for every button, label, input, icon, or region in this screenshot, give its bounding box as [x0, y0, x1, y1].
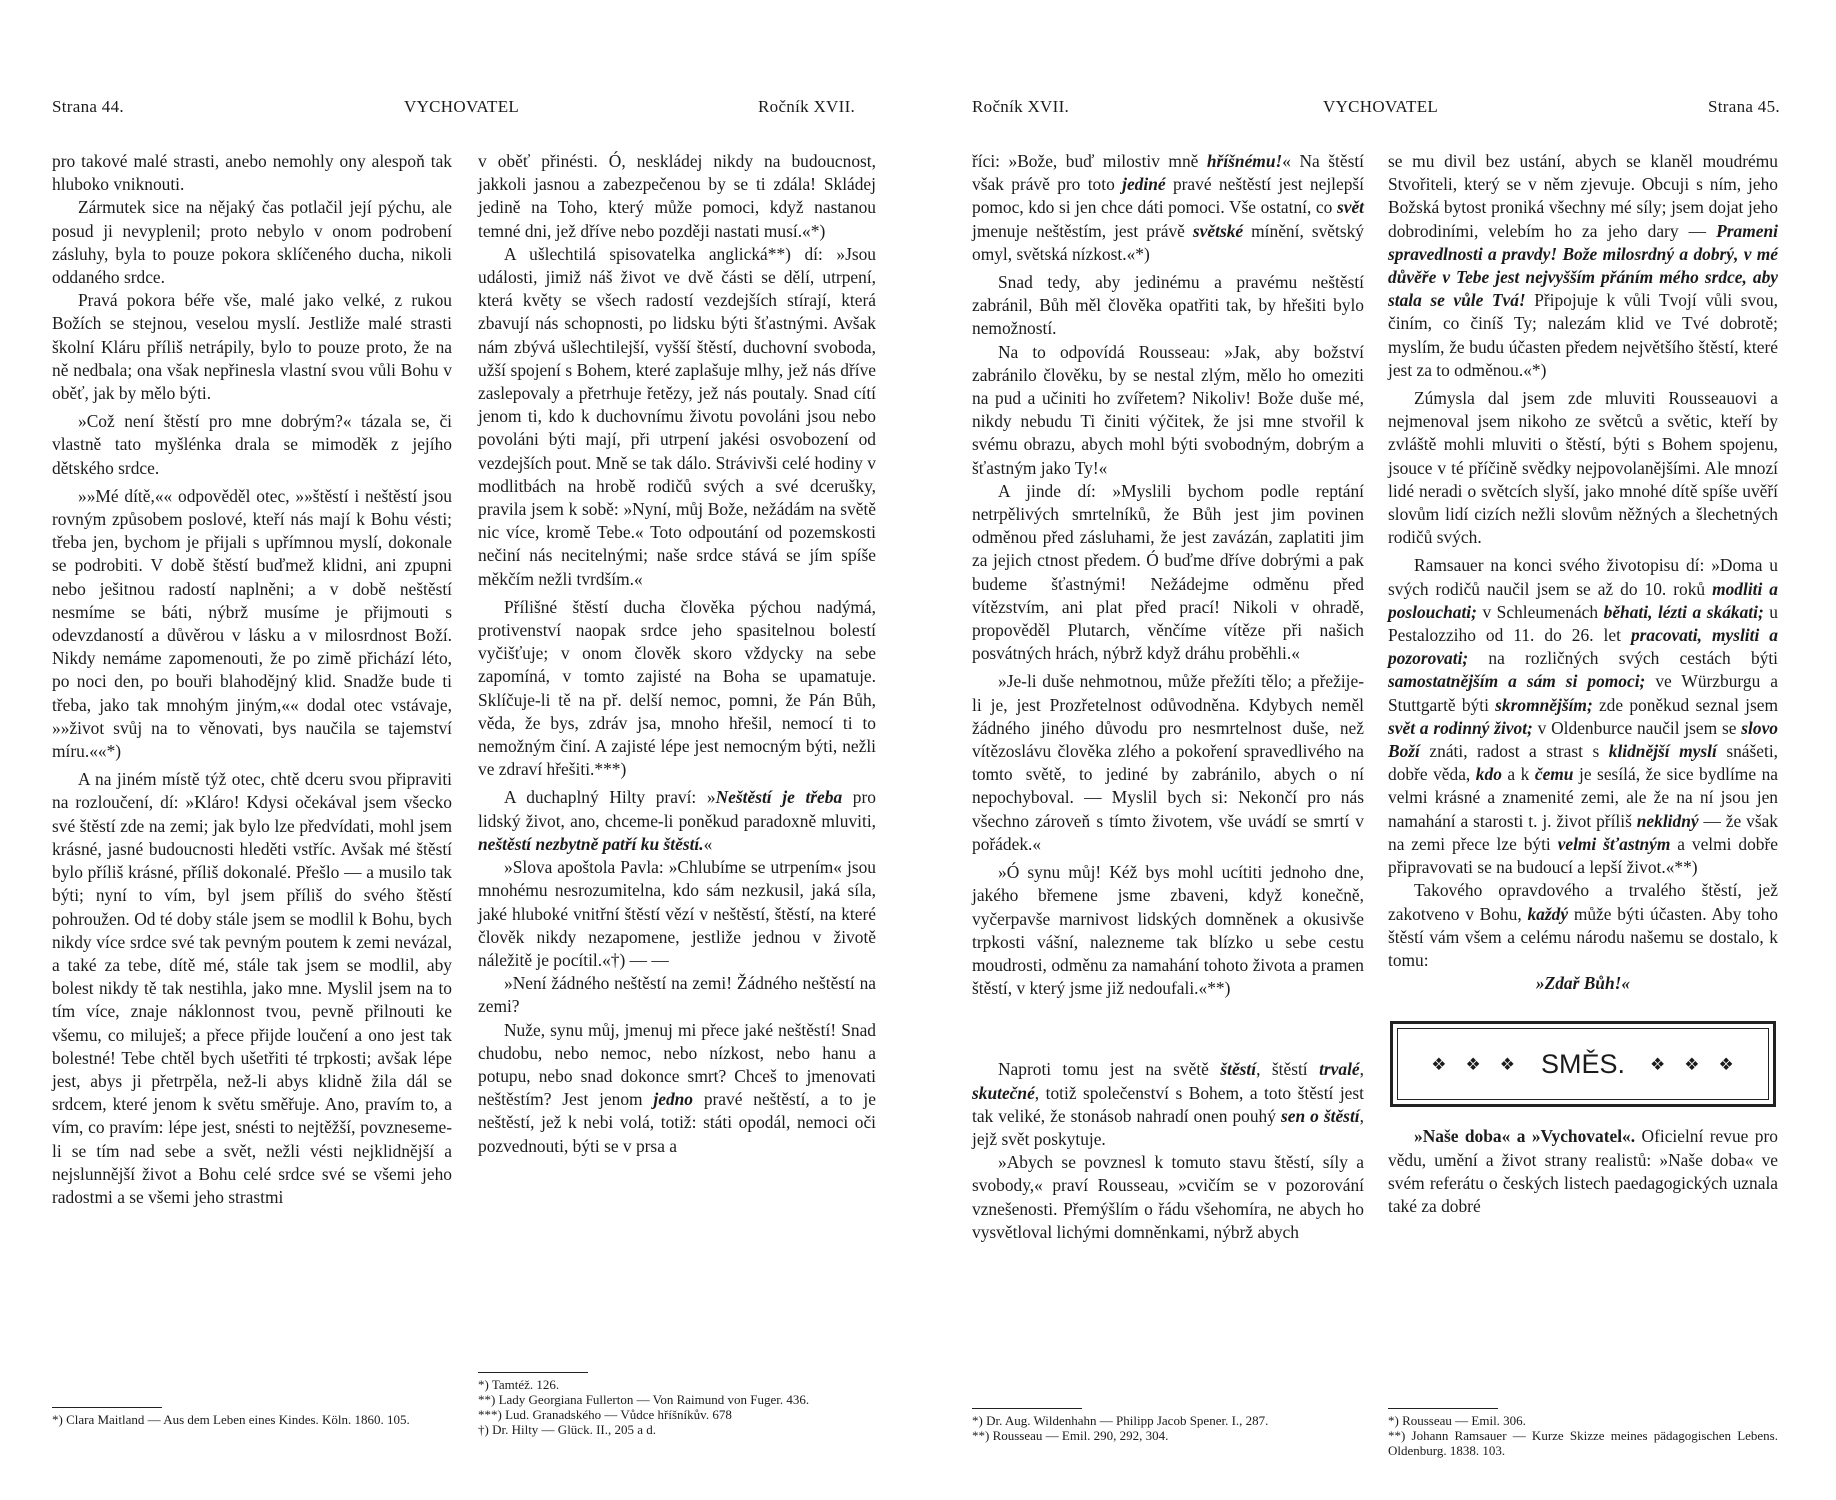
text-run: u Pestalozziho od 11. do 26. let [1388, 601, 1778, 646]
emphasis: svět a rodinný život; [1388, 717, 1533, 738]
paragraph-first [1388, 150, 1778, 382]
ornament-icon: ❖ [1431, 1054, 1448, 1074]
text-run: pravé neštěstí, a to je neštěstí, jež k nebi volá, totiž: státi opodál, nemoci oči pozvednouti, býti se v prsa a [478, 1089, 876, 1156]
paragraph: »Je-li duše nehmotnou, může přežíti tělo; a přežije-li je, jest Prozřetelnost odůvodněna. Kdybych neměl žádného jiného důvodu pro nesmrtelnost duše, než vítězoslávu člověka zlého a pokoření spravedlivého na tomto světě, to jediné by zabránilo, abych o ní nepochyboval. — Myslil bych si: Nekončí pro nás všechno zároveň s tímto životem, vše uvádí se smrtí v pořádek.« [972, 671, 1364, 854]
news-lead: »Naše doba« a »Vychovatel«. [1414, 1126, 1636, 1147]
emphasis: Neštěstí je třeba [715, 787, 843, 808]
text-run: , totiž společenství s Bohem, a toto štěstí jest tak veliké, že stonásob nahradí onen pouhý [972, 1082, 1364, 1126]
emphasis: světské [1192, 220, 1244, 241]
closing-greeting [1388, 972, 1778, 995]
text-run: Naproti tomu jest na světě [998, 1059, 1221, 1080]
paragraph: Na to odpovídá Rousseau: »Jak, aby božství zabránilo člověku, by se nestal zlým, mělo ho omeziti na pud a učiniti ho zvířetem? Nikoliv! Bože duše mé, nikdy nebudu Ti činiti výčitek, že jsi mne stvořil k svému obrazu, abych mohl býti svobodným, dobrým a šťastným jako Ty!« [972, 341, 1364, 478]
text-run: — že však na zemi přece lze býti [1388, 810, 1779, 854]
emphasis: slovo Boží [1388, 717, 1778, 762]
footnote-rule [1388, 1408, 1498, 1409]
emphasis: každý [1527, 903, 1569, 924]
paragraph-takoveho [1388, 879, 1778, 972]
emphasis: čemu [1534, 764, 1574, 785]
text-run: říci: »Bože, buď milostiv mně [972, 151, 1207, 171]
emphasis: jediné [1122, 174, 1166, 195]
text-run: znáti, radost a strast s [1419, 741, 1609, 762]
paragraph: »»Mé dítě,«« odpověděl otec, »»štěstí i neštěstí jsou rovným způsobem poslové, kteří nás mají k Bohu vésti; třeba jen, bychom je přijali s upřímnou myslí, dokonale se podrobiti. V době štěstí buďmež klidni, ani zpupni nebo ješitnou radostí naplněni; a v době neštěstí nesmíme se báti, nýbrž musíme je přijmouti s odevzdaností a důvěrou v lásku a v milosrdnost Boží. Nikdy nemáme zapomenouti, že po zimě přichází léto, po noci den, po bouři blahodějný klid. Snadže bude ti třeba, jako tak mnohým jiným,«« dodal otec vstávaje, »»život svůj na to věnovati, bys naučila se tajemství míru.««*) [52, 485, 452, 762]
text-run: na rozličných svých cestách býti [1468, 648, 1778, 669]
text-run: Oficielní revue pro vědu, umění a život strany realistů: »Naše doba« ve svém referátu o českých listech paedagogických uznala také za dobré [1388, 1126, 1778, 1216]
footnote-rule [972, 1408, 1082, 1409]
footnote-rule [478, 1372, 588, 1373]
emphasis: štěstí [1220, 1059, 1257, 1080]
text-run: je sesílá, že sice bydlíme na velmi krásné a znamenité zemi, ale že na ní jsou jen namahání a starosti t. j. život příliš [1388, 764, 1778, 831]
emphasis: trvalé [1319, 1059, 1360, 1080]
text-run: Připojuje k vůli Tvojí vůli svou, činím, co činíš Ty; nalezám klid ve Tvé dobrotě; myslím, že budu účasten předem největšího štěstí, které jest za to odměnou.«*) [1388, 290, 1778, 380]
emphasis: sen o štěstí [1280, 1105, 1360, 1126]
text-run: jmenuje neštěstím, jest právě [972, 220, 1193, 241]
page-number-left: Strana 44. [52, 97, 124, 116]
paragraph: pro takové malé strasti, anebo nemohly ony alespoň tak hluboko vniknouti. [52, 151, 452, 195]
ornament-icon: ❖ [1718, 1054, 1735, 1074]
emphasis: neštěstí nezbytně patří ku štěstí. [478, 833, 704, 854]
footnote: †) Dr. Hilty — Glück. II., 205 a d. [478, 1422, 657, 1437]
paragraph: »Slova apoštola Pavla: »Chlubíme se utrpením« jsou mnohému nesrozumitelna, kdo sám nezkusil, jaká síla, jaké hluboké vnitřní štěstí vězí v neštěstí, štěstí, na které člověk nikdy nezapomene, jestliže jednou v životě náležitě je pocítil.«†) — — [478, 857, 876, 970]
paragraph: »Není žádného neštěstí na zemi! Žádného neštěstí na zemi? [478, 973, 876, 1017]
text-run: může býti účasten. Aby toho štěstí vám všem a celému národu našemu se dostalo, k tomu: [1388, 903, 1778, 970]
emphasis: velmi šťastným [1557, 833, 1671, 854]
emphasis: modliti a poslouchati; [1388, 578, 1778, 622]
text-run: Nuže, synu můj, jmenuj mi přece jaké neštěstí! Snad chudobu, nebo nemoc, nebo nízkost, nebo hanu a potupu, nebo snad dokonce smrt? Chceš to jmenovati neštěstím? Jest jenom [478, 1019, 876, 1110]
paragraph: »Ó synu můj! Kéž bys mohl ucítiti jednoho dne, jakého břemene jsme zbaveni, když konečně, vyčerpavše marnivost lidských domněnek a okusivše trpkosti vášní, nalezneme tak blízko u sebe cestu moudrosti, odměnu za namahání tohoto života a pramen štěstí, v který jsme již nedoufali.«**) [972, 862, 1364, 999]
footnote: *) Rousseau — Emil. 306. [1388, 1413, 1526, 1428]
footnotes-column-4 [1388, 1408, 1778, 1458]
text-run: se mu divil bez ustání, abych se klaněl moudrému Stvořiteli, který se v něm zjevuje. Obcuji s ním, jeho Božská bytost proniká všechny mé síly; jsem dojat jeho dobrodiními, velebím ho za jeho dary — [1388, 151, 1778, 241]
text-run: a velmi dobře připravovati se na budoucí a lepší život.«**) [1388, 833, 1778, 878]
paragraph-hilty [478, 786, 876, 856]
text-run: v Schleumenách [1476, 601, 1604, 622]
ornament-icon: ❖ [1650, 1054, 1667, 1074]
footnote: *) Dr. Aug. Wildenhahn — Philipp Jacob Spener. I., 287. [972, 1413, 1269, 1428]
paragraph: Zármutek sice na nějaký čas potlačil její pýchu, ale posud ji nevyplenil; proto nebylo v onom podrobení zásluhy, byla to pouze pokora sklíčeného ducha, nikoli oddaného srdce. [52, 197, 452, 288]
paragraph: A ušlechtilá spisovatelka anglická**) dí: »Jsou události, jimiž náš život ve dvě části se dělí, utrpení, která květy se všech radostí vezdejších stírají, která zbavují nás schopnosti, po lidsku býti šťastnými. Avšak nám zbývá ušlechtilejší, vyšší štěstí, duchovní svoboda, užší spojení s Bohem, které zaplašuje mlhy, jež nás dříve zaslepovaly a přetrhuje řetězy, jež nás poutaly. Snad cítí jenom ti, kdo k duchovnímu životu povoláni jsou nebo povoláni býti mají, při utrpení jakési osvobození od vezdejších pout. Mně se tak dálo. Strávivši celé hodiny v modlitbách na hrobě rodičů svých a své dcerušky, pravila jsem k sobě: »Nyní, můj Bože, nežádám na světě nic více, kromě Tebe.« Toto odpoutání od pozemskosti nečiní nás necitelnými; naše srdce stává se jím spíše měkčím nežli tvrdším.« [478, 243, 876, 589]
text-run: Ramsauer na konci svého životopisu dí: »Doma u svých rodičů naučil jsem se až do 10. roků [1388, 555, 1778, 599]
text-run: , [1359, 1059, 1364, 1080]
emphasis: klidnější myslí [1608, 741, 1717, 762]
ornament-icon: ❖ [1499, 1054, 1516, 1074]
text-run: « Na štěstí však právě pro toto [972, 151, 1365, 195]
left-column-1 [52, 150, 452, 1209]
emphasis: hříšnému! [1206, 151, 1283, 171]
emphasis: neklidný [1636, 810, 1699, 831]
running-title-left: VYCHOVATEL [404, 97, 520, 116]
right-column-1 [972, 150, 1364, 1244]
volume-right: Ročník XVII. [972, 97, 1070, 116]
ornament-icon: ❖ [1465, 1054, 1482, 1074]
paragraph: »Což není štěstí pro mne dobrým?« tázala se, či vlastně tato myšlénka drala se mimoděk z jejího dětského srdce. [52, 411, 452, 478]
paragraph-first [972, 150, 1364, 266]
running-title-right: VYCHOVATEL [1323, 97, 1439, 116]
text-run: zde poněkud seznal jsem [1592, 694, 1778, 715]
text-run: , štěstí [1256, 1059, 1320, 1080]
footnote: ***) Lud. Granadského — Vůdce hříšníkův. 678 [478, 1407, 732, 1422]
emphasis: běhati, lézti a skákati; [1603, 601, 1764, 622]
footnote: **) Lady Georgiana Fullerton — Von Raimund von Fuger. 436. [478, 1392, 810, 1407]
text-run: pravé neštěstí jest nejlepší pomoc, kdo si jen chce dáti pomoci. Vše ostatní, co [972, 174, 1365, 218]
paragraph-ramsauer [1388, 554, 1778, 879]
emphasis: skromnějším; [1495, 694, 1593, 715]
paragraph-naproti [972, 1058, 1364, 1151]
emphasis: pracovati, mysliti a pozorovati; [1388, 625, 1778, 669]
text-run: Takového opravdového a trvalého štěstí, jež zakotveno v Bohu, [1388, 880, 1778, 924]
footnote: **) Rousseau — Emil. 290, 292, 304. [972, 1428, 1169, 1443]
text-run: v Oldenburce naučil jsem se [1532, 717, 1742, 738]
left-column-2 [478, 150, 876, 1158]
footnote: *) Tamtéž. 126. [478, 1377, 560, 1392]
emphasis: »Zdař Bůh!« [1535, 973, 1631, 994]
text-run: pro lidský život, ano, chceme-li poněkud paradoxně mluviti, [478, 787, 876, 831]
text-run: a k [1501, 764, 1535, 785]
smes-section-heading [1390, 1021, 1776, 1107]
paragraph: Pravá pokora béře vše, malé jako velké, z rukou Božích se stejnou, veselou myslí. Jestliže malé strasti školní Kláru příliš netrápily, bylo to pouze proto, že na ně nedbala; ona však nepřinesla vlastní svou vůli Bohu v oběť, jak by mělo býti. [52, 290, 452, 404]
paragraph: v oběť přinésti. Ó, neskládej nikdy na budoucnost, jakkoli jasnou a zabezpečenou by se ti zdála! Skládej jedině na Toho, který může pomoci, když nastanou temné dni, jež dříve nebo později nastati musí.«*) [478, 151, 876, 241]
paragraph: A na jiném místě týž otec, chtě dceru svou připraviti na rozloučení, dí: »Kláro! Kdysi očekával jsem všecko své štěstí zde na zemi; jak bylo lze předvídati, mohl jsem krásné, jasné budoucnosti hleděti vstříc. Avšak mé štěstí bylo příliš krásné, příliš dokonalé. Přešlo — a musilo tak býti; nyní to vím, byl jsem příliš do svého štěstí pohroužen. Od té doby stále jsem se modlil k Bohu, bych nikdy více srdce své tak pevným poutem k zemi nevázal, a také za tebe, dítě mé, stále tak jsem se modlil, aby bolest nikdy tě tak nestihla, jako mne. Myslil jsem na to tím více, znaje náklonnost tvou, pevně přilnouti ke všemu, co miluješ; a přece přijde loučení a ono jest tak bolestné! Tebe chtěl bych ušetřiti té trpkosti; avšak lépe jest, abys ji přetrpěla, než-li abys klidně žila dál se srdcem, které jenom k světu směřuje. Ano, pravím to, a vím, co pravím: lépe jest, snésti to nejtěžší, povzneseme-li se tím nad sebe a svět, nežli vésti nejklidnější a nejslunnější život a Bohu celé srdce své se všemi jeho radostmi a se všemi jeho strastmi [52, 769, 452, 1207]
right-page [918, 0, 1836, 1500]
text-run: ve Würzburgu a Stuttgartě býti [1388, 671, 1778, 715]
footnote: **) Johann Ramsauer — Kurze Skizze meines pädagogischen Lebens. Oldenburg. 1838. 103. [1388, 1428, 1778, 1458]
text-run: « [703, 833, 713, 854]
emphasis: kdo [1475, 764, 1502, 785]
emphasis: Prameni spravedlnosti a pravdy! Bože milosrdný a dobrý, v mé důvěře v Tebe jest nejvyšším přáním mého srdce, aby stala se vůle Tvá! [1388, 220, 1778, 311]
page-number-right: Strana 45. [1708, 97, 1780, 116]
paragraph-nuze [478, 1019, 876, 1158]
footnotes-column-3 [972, 1408, 1364, 1443]
ornament-icon: ❖ [1684, 1054, 1701, 1074]
news-paragraph [1388, 1125, 1778, 1218]
paragraph: A jinde dí: »Myslili bychom podle reptání netrpělivých smrtelníků, že Bůh jest jim povinen odměnou před zásluhami, že jest zavázán, zaplatiti jim za jejich ctnost předem. Ó buďme dříve dobrými a pak budeme šťastnými! Nežádejme odměnu před vítězstvím, ani plat před prací! Nikoli v ohradě, propověděl Plutarch, věnčíme vítěze při našich posvátných hrách, nýbrž když dráhu proběhli.« [972, 480, 1364, 664]
emphasis: svět [1336, 197, 1364, 218]
footnote: *) Clara Maitland — Aus dem Leben eines Kindes. Köln. 1860. 105. [52, 1412, 410, 1427]
text-run: snášeti, dobře věda, [1388, 741, 1778, 785]
text-run: mínění, světský omyl, světská nízkost.«*) [972, 220, 1364, 264]
paragraph: Snad tedy, aby jedinému a pravému neštěstí zabránil, Bůh měl člověka opatřiti tak, by hřešiti bylo nemožností. [972, 272, 1364, 339]
volume-left: Ročník XVII. [758, 97, 856, 116]
paragraph: Přílišné štěstí ducha člověka pýchou nadýmá, protivenství naopak srdce jeho spasitelnou bolestí vyčišťuje; v onom člověk skoro vždycky na sebe zapomíná, v tomto zajisté na Boha se upamatuje. Sklíčuje-li tě na př. delší nemoc, pomni, že Pán Bůh, věda, že bys, zdráv jsa, mnoho hřešil, nemocí ti to nemožným činí. A zajisté lépe jest nemocným býti, nežli ve zdraví hřešiti.***) [478, 596, 876, 780]
emphasis: skutečné [972, 1082, 1035, 1103]
text-run: A duchaplný Hilty praví: » [504, 787, 716, 808]
emphasis: jedno [653, 1089, 694, 1110]
emphasis: samostatnějším a sám si pomoci; [1388, 671, 1646, 692]
section-title: SMĚS. [1540, 1048, 1626, 1079]
paragraph: »Abych se povznesl k tomuto stavu štěstí, síly a svobody,« praví Rousseau, »cvičím se v pozorování vznešenosti. Přemýšlím o řádu všehomíra, ne abych ho vysvětloval lichými domněnkami, nýbrž abych [972, 1152, 1364, 1242]
smes-inner-frame [1397, 1028, 1769, 1100]
text-run: , jejž svět poskytuje. [972, 1105, 1364, 1149]
right-column-2 [1388, 150, 1778, 1218]
footnotes-column-1 [52, 1407, 452, 1427]
paragraph: Zúmysla dal jsem zde mluviti Rousseauovi a nejmenoval jsem nikoho ze světců a světic, kteří by zvláště mohli mluviti o štěstí, býti s Bohem spojenu, jsouce v té příčině svědky nejpovolanějšími. Ale mnozí lidé neradi o světcích slyší, jako mnohé dítě spíše uvěří slovům lidí cizích nežli slovům něžných a šlechetných rodičů svých. [1388, 388, 1778, 548]
footnote-rule [52, 1407, 162, 1408]
footnotes-column-2 [478, 1372, 876, 1437]
